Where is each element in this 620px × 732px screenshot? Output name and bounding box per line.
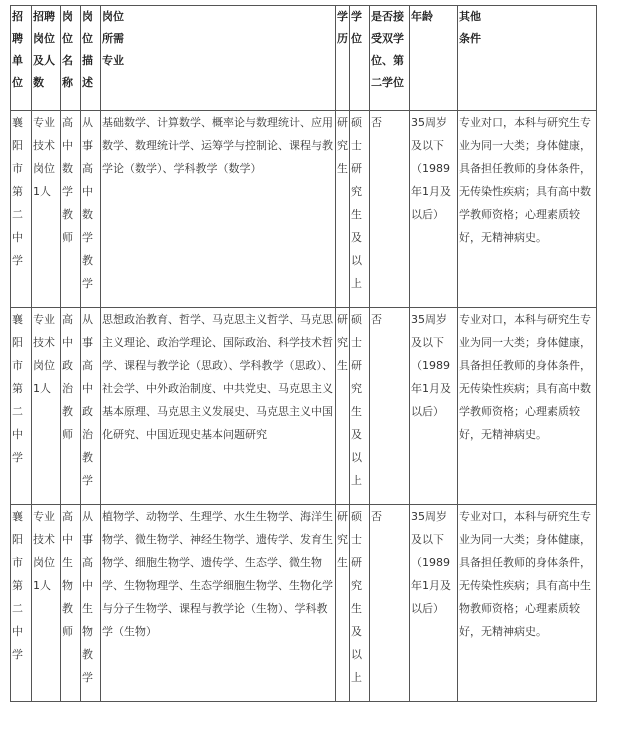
header-other-line-1: 其他 <box>459 10 481 23</box>
cell-positions-count: 专业技术岗位1人 <box>32 111 61 308</box>
cell-education: 研究生 <box>336 308 350 505</box>
cell-other: 专业对口，本科与研究生专业为同一大类；身体健康，具备担任教师的身体条件，无传染性疾病；具有高中数学教师资格；心理素质较好，无精神病史。 <box>458 308 597 505</box>
header-positions-count: 招聘岗位及人数 <box>32 6 61 111</box>
header-row <box>11 6 597 111</box>
header-post-name: 岗位名称 <box>61 6 81 111</box>
cell-unit: 襄阳市第二中学 <box>11 505 32 702</box>
cell-post-desc: 从事高中数学教学 <box>81 111 101 308</box>
table-row <box>11 505 597 702</box>
cell-age: 35周岁及以下（1989年1月及以后） <box>410 308 458 505</box>
header-major-line-1: 岗位 <box>102 10 124 23</box>
cell-post-name: 高中数学教师 <box>61 111 81 308</box>
cell-post-name: 高中政治教师 <box>61 308 81 505</box>
cell-unit: 襄阳市第二中学 <box>11 111 32 308</box>
cell-double-degree: 否 <box>370 308 410 505</box>
cell-post-desc: 从事高中政治教学 <box>81 308 101 505</box>
cell-post-name: 高中生物教师 <box>61 505 81 702</box>
recruitment-table <box>10 5 597 702</box>
cell-age: 35周岁及以下（1989年1月及以后） <box>410 111 458 308</box>
table-row <box>11 308 597 505</box>
header-post-desc: 岗位描述 <box>81 6 101 111</box>
cell-other: 专业对口，本科与研究生专业为同一大类；身体健康，具备担任教师的身体条件，无传染性疾病；具有高中数学教师资格；心理素质较好，无精神病史。 <box>458 111 597 308</box>
table-row <box>11 111 597 308</box>
header-double-degree: 是否接受双学位、第二学位 <box>370 6 410 111</box>
cell-positions-count: 专业技术岗位1人 <box>32 308 61 505</box>
cell-post-desc: 从事高中生物教学 <box>81 505 101 702</box>
header-major-line-3: 专业 <box>102 54 124 67</box>
header-other <box>458 6 597 111</box>
cell-degree: 硕士研究生及以上 <box>350 111 370 308</box>
cell-education: 研究生 <box>336 505 350 702</box>
header-education: 学历 <box>336 6 350 111</box>
header-major-line-2: 所需 <box>102 32 124 45</box>
header-major <box>101 6 336 111</box>
cell-degree: 硕士研究生及以上 <box>350 308 370 505</box>
cell-major: 植物学、动物学、生理学、水生生物学、海洋生物学、微生物学、神经生物学、遗传学、发育生物学、细胞生物学、遗传学、生态学、微生物学、生物物理学、生态学细胞生物学、生物化学与分子生物学、课程与教学论（生物）、学科教学（生物） <box>101 505 336 702</box>
header-age: 年龄 <box>410 6 458 111</box>
cell-positions-count: 专业技术岗位1人 <box>32 505 61 702</box>
cell-major: 思想政治教育、哲学、马克思主义哲学、马克思主义理论、政治学理论、国际政治、科学技术哲学、课程与教学论（思政）、学科教学（思政）、社会学、中外政治制度、中共党史、马克思主义基本原理、马克思主义发展史、马克思主义中国化研究、中国近现史基本问题研究 <box>101 308 336 505</box>
cell-age: 35周岁及以下（1989年1月及以后） <box>410 505 458 702</box>
cell-other: 专业对口，本科与研究生专业为同一大类；身体健康，具备担任教师的身体条件，无传染性疾病；具有高中生物教师资格；心理素质较好，无精神病史。 <box>458 505 597 702</box>
header-other-line-2: 条件 <box>459 32 481 45</box>
cell-degree: 硕士研究生及以上 <box>350 505 370 702</box>
header-unit: 招聘单位 <box>11 6 32 111</box>
header-degree: 学位 <box>350 6 370 111</box>
cell-double-degree: 否 <box>370 505 410 702</box>
cell-education: 研究生 <box>336 111 350 308</box>
cell-double-degree: 否 <box>370 111 410 308</box>
cell-unit: 襄阳市第二中学 <box>11 308 32 505</box>
cell-major: 基础数学、计算数学、概率论与数理统计、应用数学、数理统计学、运筹学与控制论、课程与教学论（数学）、学科教学（数学） <box>101 111 336 308</box>
